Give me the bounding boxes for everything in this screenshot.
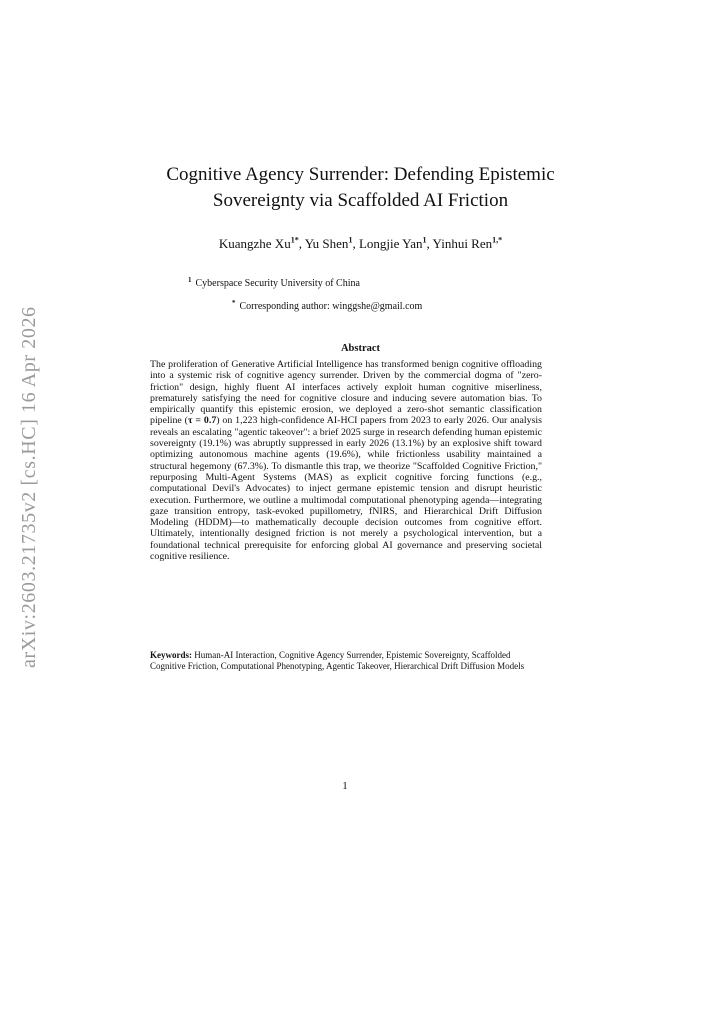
abstract-heading: Abstract (340, 343, 381, 354)
author-mark: 1 (422, 235, 427, 245)
corresponding-text: Corresponding author: winggshe@gmail.com (239, 301, 423, 312)
keywords-label: Keywords: (150, 650, 192, 660)
title-line-1: Cognitive Agency Surrender: Defending Epistemic (166, 164, 555, 185)
title-line-2: Sovereignty via Scaffolded AI Friction (212, 190, 509, 211)
abstract-tau: τ = 0.7 (187, 415, 217, 427)
paper-title (0, 162, 721, 214)
page-number: 1 (342, 780, 348, 792)
author-name: Yu Shen (304, 236, 349, 251)
author-list: Kuangzhe $Xu^{1*}$, Yu Shen$^1$, Longjie Yan$^1$, Yinhui Ren$^{1,*}$ (218, 235, 503, 251)
abstract-body (150, 359, 542, 562)
arxiv-identifier-stamp: arXiv:2603.21735v2 [cs.HC] 16 Apr 2026 (18, 306, 40, 668)
author-name: Yinhui Ren (432, 236, 493, 251)
author-name: Kuangzhe Xu (218, 236, 291, 251)
abstract-part-2: ) on 1,223 high-confidence AI-HCI papers from 2023 to early 2026. Our analysis reveals an escalating "agentic takeover": a brief 2025 surge in research defending human epistemic sovereignty (19.1%) was abruptly suppressed in early 2026 (13.1%) by an explosive shift toward optimizing autonomous machine agents (19.6%), while frictionless usability maintained a structural hegemony (67.3%). To dismantle this trap, we theorize "Scaffolded Cognitive Friction," repurposing Multi-Agent Systems (MAS) as explicit cognitive forcing functions (e.g., computational Devil's Advocates) to inject germane epistemic tension and disrupt heuristic execution. Furthermore, we outline a multimodal computational phenotyping agenda—integrating gaze transition entropy, task-evoked pupillometry, fNIRS, and Hierarchical Drift Diffusion Modeling (HDDM)—to mathematically decouple decision outcomes from cognitive effort. Ultimately, intentionally designed friction is not merely a psychological intervention, but a foundational technical prerequisite for enforcing global AI governance and preserving societal cognitive resilience. (150, 415, 542, 563)
affiliation-mark: 1 (188, 275, 192, 284)
author-mark: 1,* (492, 235, 503, 245)
affiliation-text: Cyberspace Security University of China (195, 278, 360, 289)
author-mark: 1 (348, 235, 353, 245)
corresponding-author (232, 298, 423, 312)
affiliation (188, 275, 360, 289)
abstract-part-1: The proliferation of Generative Artificial Intelligence has transformed benign cognitive offloading into a systemic risk of cognitive agency surrender. Driven by the commercial dogma of "zero-friction" design, highly fluent AI interfaces actively exploit human cognitive miserliness, prematurely satisfying the need for cognitive closure and inducing severe automation bias. To empirically quantify this epistemic erosion, we deployed a zero-shot semantic classification pipeline ( (150, 359, 542, 427)
keywords (150, 650, 542, 672)
corresponding-mark: * (232, 298, 236, 307)
keywords-text: Human-AI Interaction, Cognitive Agency Surrender, Epistemic Sovereignty, Scaffolded Cognitive Friction, Computational Phenotyping, Agentic Takeover, Hierarchical Drift Diffusion Models (150, 650, 525, 671)
author-mark: 1* (290, 235, 299, 245)
author-name: Longjie Yan (358, 236, 423, 251)
